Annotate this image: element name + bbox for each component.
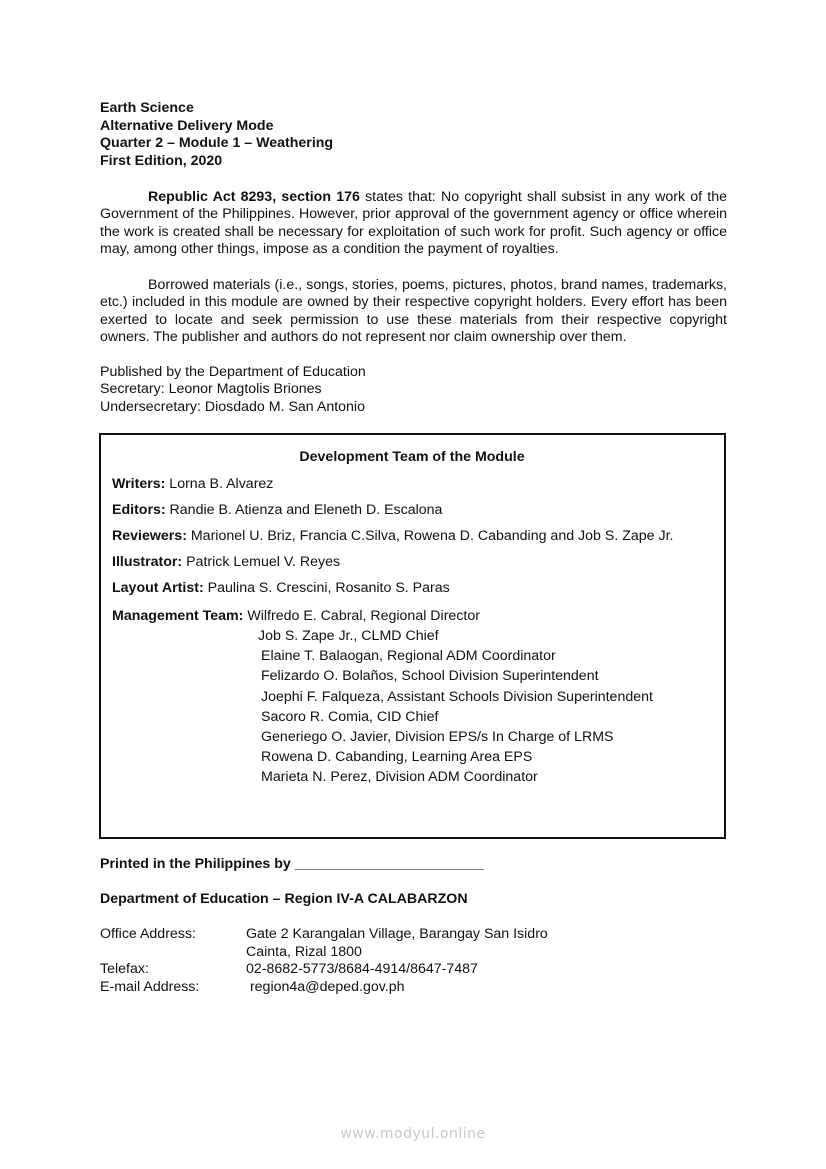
management-member: Rowena D. Cabanding, Learning Area EPS [261,749,533,766]
writers-row [112,476,712,494]
development-team-box [99,433,726,839]
email-value: region4a@deped.gov.ph [246,978,405,995]
reviewers-row [112,528,702,546]
editors-value: Randie B. Atienza and Eleneth D. Escalona [165,501,443,518]
email-label: E-mail Address: [100,978,200,995]
management-member: Felizardo O. Bolaños, School Division Superintendent [261,668,599,685]
office-address-label: Office Address: [100,926,196,943]
document-page [100,0,727,996]
management-member: Generiego O. Javier, Division EPS/s In Charge of LRMS [261,728,614,745]
watermark: www.modyul.online [340,1126,486,1142]
document-header [100,100,727,171]
office-address-line2: Cainta, Rizal 1800 [246,943,362,960]
management-member: Elaine T. Balaogan, Regional ADM Coordinator [261,648,556,665]
secretary: Secretary: Leonor Magtolis Briones [100,381,322,398]
writers-value: Lorna B. Alvarez [165,475,274,492]
copyright-law: Republic Act 8293, section 176 [148,188,360,205]
reviewers-value: Marionel U. Briz, Francia C.Silva, Rowena D. Cabanding and Job S. Zape Jr. [186,527,674,544]
management-member: Wilfredo E. Cabral, Regional Director [247,607,480,624]
illustrator-value: Patrick Lemuel V. Reyes [182,553,341,570]
publisher-info [100,364,727,417]
illustrator-label: Illustrator: [112,553,183,570]
reviewers-label: Reviewers: [112,527,187,544]
region-heading: Department of Education – Region IV-A CALABARZON [100,891,468,908]
telefax-value: 02-8682-5773/8684-4914/8647-7487 [246,961,478,978]
management-team [112,606,712,788]
editors-row [112,502,712,520]
delivery-mode: Alternative Delivery Mode [100,117,274,134]
borrowed-materials-paragraph [100,277,727,347]
layout-artist-row [112,580,712,598]
subject-title: Earth Science [100,100,194,116]
telefax-label: Telefax: [100,961,149,978]
contact-info [100,926,727,996]
undersecretary: Undersecretary: Diosdado M. San Antonio [100,398,365,415]
illustrator-row [112,554,712,572]
management-member: Sacoro R. Comia, CID Chief [261,708,439,725]
management-label: Management Team: [112,607,244,624]
publisher: Published by the Department of Education [100,363,366,380]
team-title: Development Team of the Module [299,449,525,466]
borrowed-text: Borrowed materials (i.e., songs, stories, poems, pictures, photos, brand names, trademarks, etc.) included in this module are owned by their respective copyright holders. Every effort has been exerted to locate and seek permission to use these materials from their respective copyright owners. The publisher and authors do not represent nor claim ownership over them. [100,276,727,346]
management-member: Job S. Zape Jr., CLMD Chief [258,627,439,644]
management-member: Joephi F. Falqueza, Assistant Schools Division Superintendent [261,688,653,705]
management-member: Marieta N. Perez, Division ADM Coordinator [261,769,538,786]
copyright-text: states that: No copyright shall subsist in any work of the Government of the Philippines. However, prior approval of the government agency or office wherein the work is created shall be necessary for exploitation of such work for profit. Such agency or office may, among other things, impose as a condition the payment of royalties. [100,188,728,258]
office-address-line1: Gate 2 Karangalan Village, Barangay San Isidro [246,926,548,943]
layout-value: Paulina S. Crescini, Rosanito S. Paras [203,579,450,596]
layout-label: Layout Artist: [112,579,204,596]
module-title: Quarter 2 – Module 1 – Weathering [100,135,334,152]
editors-label: Editors: [112,501,166,518]
copyright-paragraph [100,189,727,259]
writers-label: Writers: [112,475,166,492]
edition: First Edition, 2020 [100,153,223,170]
printed-by: Printed in the Philippines by ________________________ [100,856,485,873]
